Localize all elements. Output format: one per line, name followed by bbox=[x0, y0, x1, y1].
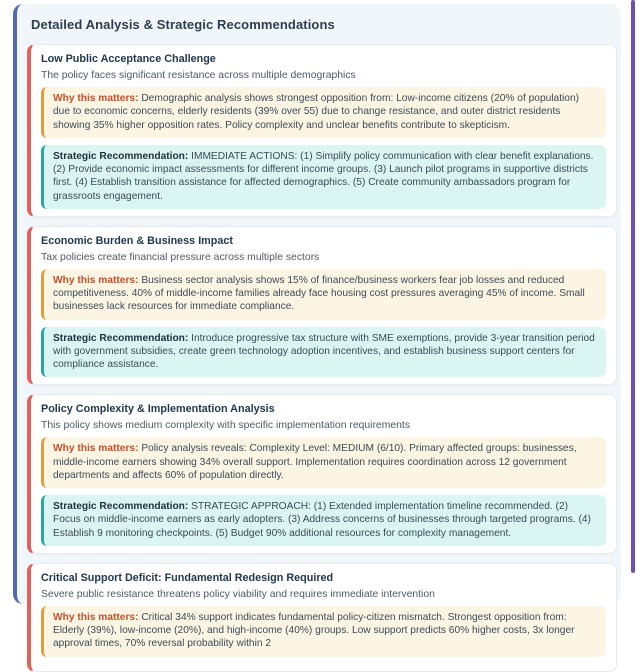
strategic-recommendation-box bbox=[41, 495, 606, 546]
why-this-matters-label: Why this matters: bbox=[53, 93, 142, 104]
card-description: Tax policies create financial pressure across multiple sectors bbox=[41, 251, 320, 263]
why-this-matters-text: Policy analysis reveals: Complexity Level: MEDIUM (6/10). Primary affected groups: businesses, middle-income earners showing 34% overall support. Implementation requires coordination across 12 government departments and affects 60% of population directly. bbox=[53, 443, 577, 481]
card-description: This policy shows medium complexity with specific implementation requirements bbox=[41, 420, 411, 432]
analysis-panel bbox=[13, 4, 621, 650]
card-title: Economic Burden & Business Impact bbox=[41, 234, 233, 247]
strategic-recommendation-box bbox=[41, 327, 606, 378]
why-this-matters-text: Critical 34% support indicates fundamental policy-citizen mismatch. Strongest opposition from: Elderly (39%), low-income (20%), and high-income (40%) groups. Low support predicts 60% higher costs, 3x longer approval times, 70% reversal probability within 2 bbox=[53, 611, 575, 650]
card-description: The policy faces significant resistance across multiple demographics bbox=[41, 70, 356, 81]
why-this-matters-box bbox=[41, 269, 606, 320]
card-title: Low Public Acceptance Challenge bbox=[41, 53, 216, 65]
why-this-matters-box bbox=[41, 606, 606, 657]
sections-container bbox=[27, 44, 617, 672]
why-this-matters-box bbox=[41, 437, 606, 488]
window-right-border bbox=[631, 0, 635, 573]
strategic-recommendation-text: IMMEDIATE ACTIONS: (1) Simplify policy communication with clear benefit explanations. (2) Provide economic impact assessments for different income groups. (3) Launch pilot programs in supportive districts first. (4) Establish transition assistance for affected demographics. (5) Create community ambassadors program for grassroots engagement. bbox=[53, 150, 594, 202]
strategic-recommendation-label: Strategic Recommendation: bbox=[53, 501, 192, 512]
card-description: Severe public resistance threatens policy viability and requires immediate intervention bbox=[41, 588, 435, 600]
card-title: Policy Complexity & Implementation Analysis bbox=[41, 403, 275, 416]
why-this-matters-label: Why this matters: bbox=[53, 443, 142, 455]
analysis-card bbox=[27, 44, 617, 217]
strategic-recommendation-label: Strategic Recommendation: bbox=[53, 332, 192, 344]
analysis-card bbox=[27, 563, 617, 672]
analysis-card bbox=[27, 394, 617, 554]
page-title: Detailed Analysis & Strategic Recommendations bbox=[31, 17, 335, 32]
strategic-recommendation-box bbox=[41, 145, 606, 209]
strategic-recommendation-text: STRATEGIC APPROACH: (1) Extended implementation timeline recommended. (2) Focus on middle-income earners as early adopters. (3) Address concerns of businesses through targeted programs. (4) Establish 9 monitoring checkpoints. (5) Budget 90% additional resources for complexity management. bbox=[53, 501, 591, 539]
why-this-matters-text: Business sector analysis shows 15% of finance/business workers fear job losses and reduced competitiveness. 40% of middle-income families already face housing cost pressures averaging 45% of income. Small businesses lack resources for immediate compliance. bbox=[53, 274, 585, 313]
card-title: Critical Support Deficit: Fundamental Redesign Required bbox=[41, 571, 334, 584]
analysis-card bbox=[27, 226, 617, 386]
why-this-matters-box bbox=[41, 87, 606, 138]
strategic-recommendation-text: Introduce progressive tax structure with SME exemptions, provide 3-year transition period with government subsidies, create green technology adoption incentives, and establish business support centers for compliance assistance. bbox=[53, 332, 595, 370]
strategic-recommendation-label: Strategic Recommendation: bbox=[53, 150, 192, 162]
why-this-matters-label: Why this matters: bbox=[53, 611, 142, 623]
why-this-matters-text: Demographic analysis shows strongest opposition from: Low-income citizens (20% of population) due to economic concerns, elderly residents (39% over 55) due to change resistance, and outer district residents showing 35% higher opposition rates. Policy complexity and unclear benefits contribute to skepticism. bbox=[53, 93, 580, 131]
why-this-matters-label: Why this matters: bbox=[53, 274, 142, 286]
